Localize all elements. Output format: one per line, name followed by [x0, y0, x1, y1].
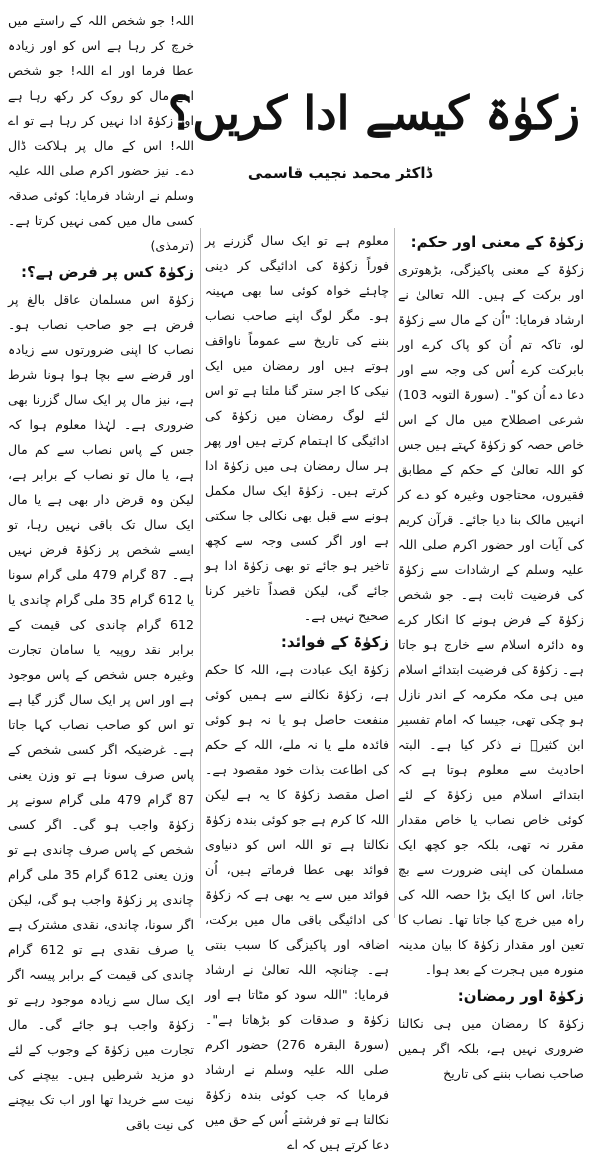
paragraph: زکوٰۃ اس مسلمان عاقل بالغ پر فرض ہے جو صاحب نصاب ہو۔ نصاب کا اپنی ضرورتوں سے زیادہ اور قرضے سے بچا ہوا ہونا شرط ہے، نیز مال پر ایک سال گزرنا بھی ضروری ہے۔ لہٰذا معلوم ہوا کہ جس کے پاس نصاب سے کم مال ہے، یا مال تو نصاب کے برابر ہے، لیکن وہ قرض دار بھی ہے یا مال ایک سال تک باقی نہیں رہا، تو ایسے شخص پر زکوٰۃ فرض نہیں ہے۔ 87 گرام 479 ملی گرام سونا یا 612 گرام 35 ملی گرام چاندی یا 612 گرام چاندی کی قیمت کے برابر نقد روپیہ یا سامان تجارت وغیرہ جس شخص کے پاس موجود ہے اور اس پر ایک سال گزر گیا ہے تو اس کو صاحب نصاب کہا جاتا ہے۔ غرضیکہ اگر کسی شخص کے پاس صرف سونا ہے تو وزن یعنی 87 گرام 479 ملی گرام سونے پر زکوٰۃ واجب ہو گی۔ اگر کسی شخص کے پاس صرف چاندی ہے تو وزن یعنی 612 گرام 35 ملی گرام چاندی پر زکوٰۃ واجب ہو گی، لیکن اگر سونا، چاندی، نقدی مشترک ہے یا صرف نقدی ہے تو 612 گرام چاندی کی قیمت کے برابر پیسہ اگر ایک سال سے زیادہ موجود رہے تو زکوٰۃ واجب ہو جائے گی۔ مال تجارت میں زکوٰۃ کے وجوب کے لئے دو مزید شرطیں ہیں۔ بیچنے کی نیت سے خریدا تھا اور اب تک بیچنے کی نیت باقی [8, 292, 195, 1132]
column-left [8, 8, 195, 1132]
paragraph: زکوٰۃ کا رمضان میں ہی نکالنا ضروری نہیں ہے، بلکہ اگر ہمیں صاحب نصاب بننے کی تاریخ [398, 1016, 584, 1081]
section-heading: زکوٰۃ اور رمضان: [457, 987, 584, 1005]
column-right [398, 228, 584, 1081]
paragraph: معلوم ہے تو ایک سال گزرنے پر فوراً زکوٰۃ کی ادائیگی کر دینی چاہئے خواہ کوئی سا بھی مہینہ ہو۔ مگر لوگ اپنے صاحب نصاب بننے کی تاریخ سے عموماً ناواقف ہوتے ہیں اور رمضان میں ایک نیکی کا اجر ستر گنا ملتا ہے تو اس لئے لوگ رمضان میں زکوٰۃ کی ادائیگی کا اہتمام کرتے ہیں اور پھر ہر سال رمضان ہی میں زکوٰۃ ادا کرتے ہیں۔ زکوٰۃ ایک سال مکمل ہونے سے قبل بھی نکالی جا سکتی ہے اور اگر کسی وجہ سے کچھ تاخیر ہو جائے تو بھی زکوٰۃ ادا ہو جائے گی، لیکن قصداً تاخیر کرنا صحیح نہیں ہے۔ [205, 233, 389, 623]
paragraph: اللہ! جو شخص اللہ کے راستے میں خرچ کر رہا ہے اس کو اور زیادہ عطا فرما اور اے اللہ! جو شخص اپنے مال کو روک کر رکھ رہا ہے اور زکوٰۃ ادا نہیں کر رہا ہے تو اے اللہ! اس کے مال پر ہلاکت ڈال دے۔ نیز حضور اکرم صلی اللہ علیہ وسلم نے ارشاد فرمایا: کوئی صدقہ کسی مال میں کمی نہیں کرتا ہے۔ (ترمذی) [8, 13, 194, 253]
column-divider [394, 228, 395, 918]
article-title: زکوٰۃ کیسے ادا کریں؟ [167, 86, 580, 140]
author-byline: ڈاکٹر محمد نجیب قاسمی [247, 164, 433, 182]
paragraph: زکوٰۃ کے معنی پاکیزگی، بڑھوتری اور برکت کے ہیں۔ اللہ تعالیٰ نے ارشاد فرمایا: "اُن کے مال سے زکوٰۃ لو، تاکہ تم اُن کو پاک کرے اور بابرکت کرے اُس کی وجہ سے اور دعا دے اُن کو"۔ (سورۃ التوبہ 103) شرعی اصطلاح میں مال کے اس خاص حصہ کو زکوٰۃ کہتے ہیں جس کو اللہ تعالیٰ کے حکم کے مطابق فقیروں، محتاجوں وغیرہ کو دے کر انہیں مالک بنا دیا جائے۔ قرآن کریم کی آیات اور حضور اکرم صلی اللہ علیہ وسلم کے ارشادات سے زکوٰۃ کی فرضیت ثابت ہے۔ جو شخص زکوٰۃ کے فرض ہونے کا انکار کرے وہ دائرہ اسلام سے خارج ہو جاتا ہے۔ زکوٰۃ کی فرضیت ابتدائے اسلام میں ہی مکہ مکرمہ کے اندر نازل ہو چکی تھی، جیسا کہ امام تفسیر ابن کثیرؒ نے ذکر کیا ہے۔ البتہ احادیث سے معلوم ہوتا ہے کہ ابتدائے اسلام میں زکوٰۃ کے لئے کوئی خاص نصاب یا خاص مقدار مقرر نہ تھی، بلکہ جو کچھ ایک مسلمان کی اپنی ضرورت سے بچ جاتا، اس کا ایک بڑا حصہ اللہ کی راہ میں خرچ کیا جاتا تھا۔ نصاب کا تعین اور مقدار زکوٰۃ کا بیان مدینہ منورہ میں ہجرت کے بعد ہوا۔ [398, 262, 584, 977]
column-divider [200, 228, 201, 918]
column-middle [205, 228, 389, 1152]
section-heading: زکوٰۃ کے فوائد: [280, 633, 389, 651]
section-heading: زکوٰۃ کے معنی اور حکم: [410, 233, 584, 251]
paragraph: زکوٰۃ ایک عبادت ہے، اللہ کا حکم ہے، زکوٰۃ نکالنے سے ہمیں کوئی منفعت حاصل ہو یا نہ ہو کوئی فائدہ ملے یا نہ ملے، اللہ کے حکم کی اطاعت بذات خود مقصود ہے۔ اصل مقصد زکوٰۃ کا یہ ہے لیکن اللہ کا کرم ہے جو کوئی بندہ زکوٰۃ نکالتا ہے تو اللہ اس کو دنیاوی فوائد بھی عطا فرماتے ہیں، اُن فوائد میں سے یہ بھی ہے کہ زکوٰۃ کی ادائیگی باقی مال میں برکت، اضافہ اور پاکیزگی کا سبب بنتی ہے۔ چنانچہ اللہ تعالیٰ نے ارشاد فرمایا: "اللہ سود کو مٹاتا ہے اور زکوٰۃ و صدقات کو بڑھاتا ہے"۔ (سورۃ البقرہ 276) حضور اکرم صلی اللہ علیہ وسلم نے ارشاد فرمایا کہ جب کوئی بندہ زکوٰۃ نکالتا ہے تو فرشتے اُس کے حق میں دعا کرتے ہیں کہ اے [205, 662, 389, 1152]
section-heading: زکوٰۃ کس پر فرض ہے؟: [21, 263, 194, 281]
